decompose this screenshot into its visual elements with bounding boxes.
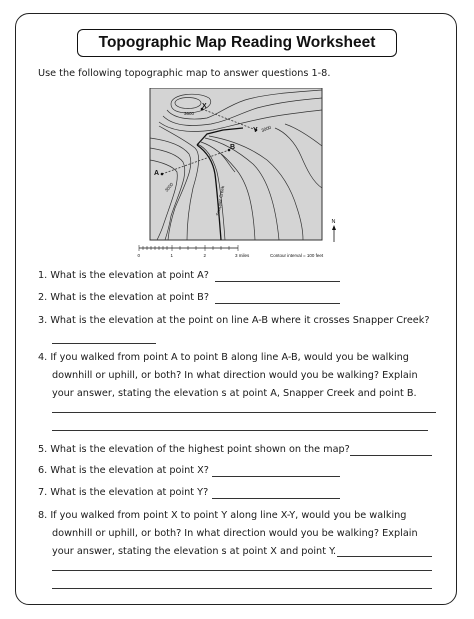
- answer-line-1[interactable]: [215, 281, 340, 282]
- contour-label-3000-a: 3000: [260, 124, 272, 133]
- question-8-line-2: downhill or uphill, or both? In what direction would you be walking? Explain: [52, 528, 418, 539]
- instructions: Use the following topographic map to answer questions 1-8.: [38, 68, 331, 79]
- answer-line-2[interactable]: [215, 303, 340, 304]
- answer-line-7[interactable]: [212, 498, 340, 499]
- question-3: 3. What is the elevation at the point on line A-B where it crosses Snapper Creek?: [38, 315, 430, 326]
- point-a-label: A: [154, 170, 160, 177]
- point-x-label: X: [202, 103, 207, 110]
- question-7: 7. What is the elevation at point Y?: [38, 487, 209, 498]
- answer-line-4a[interactable]: [52, 412, 436, 413]
- scale-tick-0: 0: [137, 253, 141, 258]
- answer-line-8b[interactable]: [52, 570, 432, 571]
- title-box: [77, 29, 397, 57]
- question-1: 1. What is the elevation at point A?: [38, 270, 209, 281]
- question-5: 5. What is the elevation of the highest point shown on the map?: [38, 444, 350, 455]
- answer-line-8a[interactable]: [337, 556, 432, 557]
- contour-label-3600: 3600: [184, 111, 195, 116]
- scale-tick-2: 2: [203, 253, 207, 258]
- scale-tick-1: 1: [170, 253, 174, 258]
- answer-line-5[interactable]: [350, 455, 432, 456]
- question-4-line-3: your answer, stating the elevation s at point A, Snapper Creek and point B.: [52, 388, 417, 399]
- question-4-line-2: downhill or uphill, or both? In what direction would you be walking? Explain: [52, 370, 418, 381]
- point-a-marker: [161, 173, 164, 176]
- question-6: 6. What is the elevation at point X?: [38, 465, 209, 476]
- question-8-line-1: 8. If you walked from point X to point Y along line X-Y, would you be walking: [38, 510, 407, 521]
- answer-line-8c[interactable]: [52, 588, 432, 589]
- north-label: N: [331, 219, 336, 225]
- question-8-line-3: your answer, stating the elevation s at point X and point Y.: [52, 546, 337, 557]
- answer-line-3[interactable]: [52, 343, 156, 344]
- answer-line-6[interactable]: [212, 476, 340, 477]
- north-arrow-icon: [332, 219, 337, 242]
- creek-label: Snapper Creek: [215, 185, 226, 217]
- scale-bar: [138, 245, 324, 258]
- page-title: Topographic Map Reading Worksheet: [98, 34, 376, 51]
- scale-tick-3: 3 miles: [235, 253, 250, 258]
- question-2: 2. What is the elevation at point B?: [38, 292, 209, 303]
- point-y-label: Y: [253, 127, 258, 134]
- answer-line-4b[interactable]: [52, 430, 428, 431]
- topographic-map: [135, 88, 340, 260]
- point-b-label: B: [230, 144, 236, 151]
- question-4-line-1: 4. If you walked from point A to point B along line A-B, would you be walking: [38, 352, 409, 363]
- contour-label-3000-b: 3000: [163, 181, 175, 193]
- contour-interval-label: Contour interval = 100 feet: [270, 253, 324, 258]
